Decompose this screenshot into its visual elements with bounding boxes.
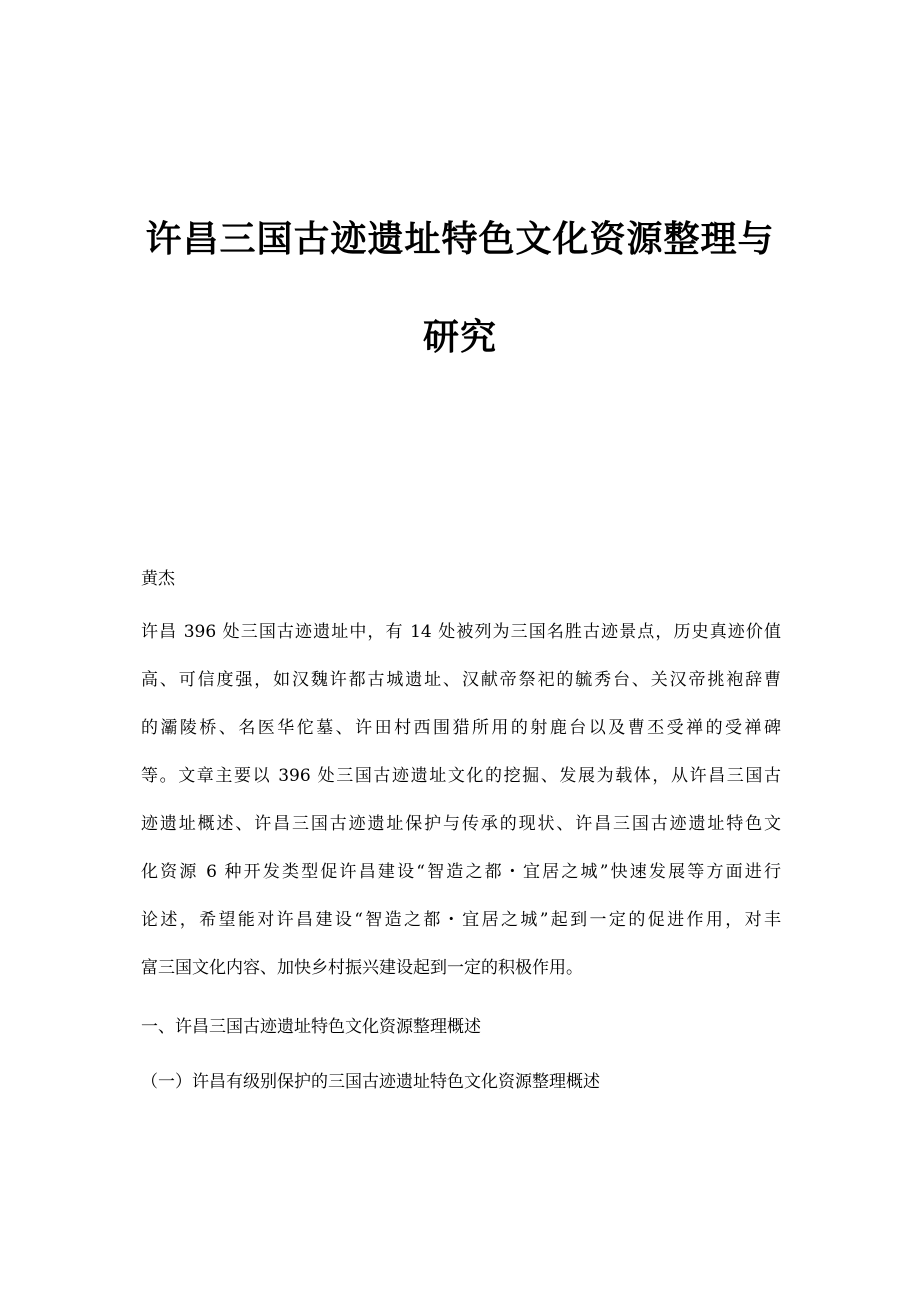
abstract-line: 论述，希望能对许昌建设“智造之都・宜居之城”起到一定的促进作用，对丰 [141,910,781,930]
author-name: 黄杰 [141,569,175,589]
document-title-line-1: 许昌三国古迹遗址特色文化资源整理与 [145,219,775,260]
abstract-line: 的灞陵桥、名医华佗墓、许田村西围猎所用的射鹿台以及曹丕受禅的受禅碑 [141,718,781,738]
subsection-heading: （一）许昌有级别保护的三国古迹遗址特色文化资源整理概述 [141,1072,600,1092]
abstract-line: 等。文章主要以 396 处三国古迹遗址文化的挖掘、发展为载体，从许昌三国古 [141,766,781,786]
abstract-line: 富三国文化内容、加快乡村振兴建设起到一定的积极作用。 [141,958,583,978]
abstract-line: 高、可信度强，如汉魏许都古城遗址、汉献帝祭祀的毓秀台、关汉帝挑袍辞曹 [141,670,781,690]
abstract-line: 迹遗址概述、许昌三国古迹遗址保护与传承的现状、许昌三国古迹遗址特色文 [141,814,781,834]
section-heading: 一、许昌三国古迹遗址特色文化资源整理概述 [141,1017,481,1037]
document-title-line-2: 研究 [422,317,497,358]
abstract-line: 许昌 396 处三国古迹遗址中，有 14 处被列为三国名胜古迹景点，历史真迹价值 [141,622,781,642]
abstract-line: 化资源 6 种开发类型促许昌建设“智造之都・宜居之城”快速发展等方面进行 [141,862,781,882]
abstract-paragraph [141,620,781,1004]
